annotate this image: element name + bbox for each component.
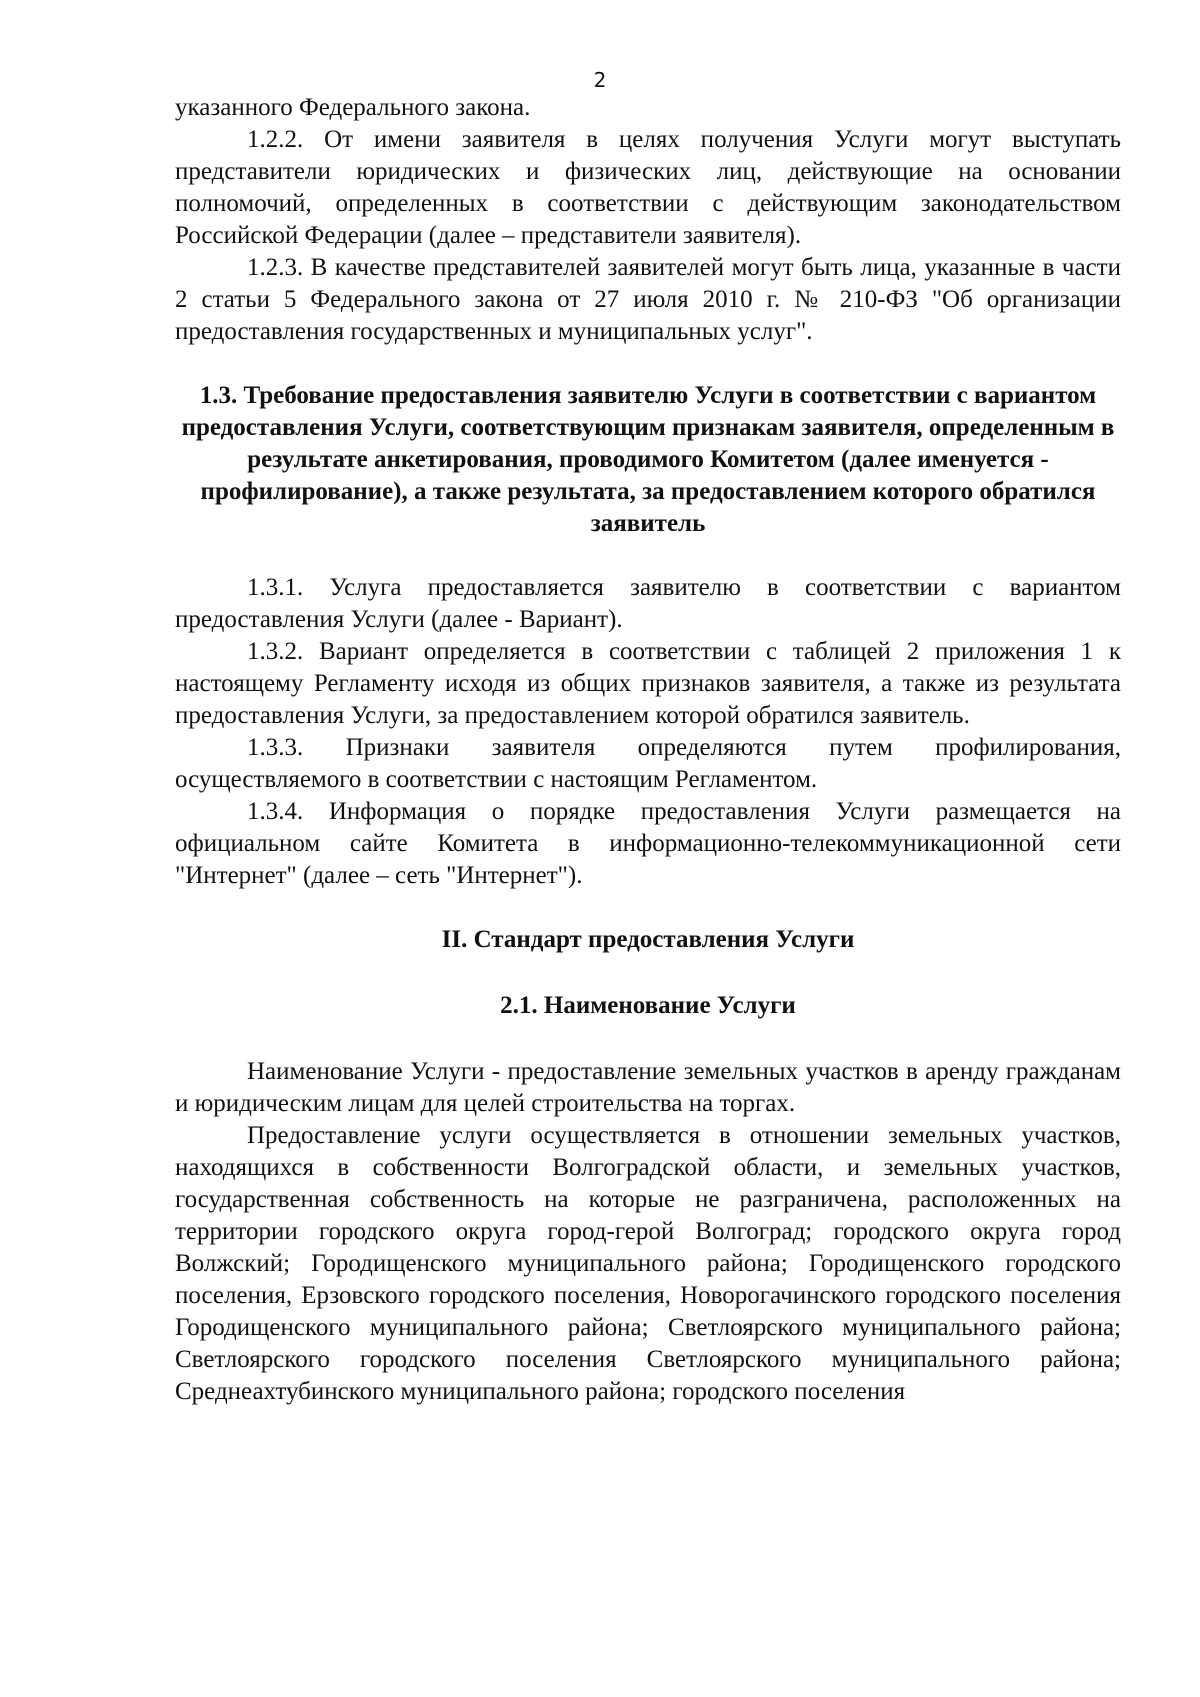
paragraph-service-name: Наименование Услуги - предоставление земельных участков в аренду гражданам и юридическим лицам для целей строительства на торгах.: [175, 1058, 1121, 1117]
section-heading-1-3: 1.3. Требование предоставления заявителю Услуги в соответствии с вариантом предоставления Услуги, соответствующим признакам заявителя, определенным в результате анкетирования, проводимого Комитетом (далее именуется - профилирование), а также результата, за предоставлением которого обратился заявитель: [181, 382, 1115, 537]
paragraph-1-3-3: 1.3.3. Признаки заявителя определяются путем профилирования, осуществляемого в соответствии с настоящим Регламентом.: [175, 734, 1121, 793]
paragraph-service-scope: Предоставление услуги осуществляется в отношении земельных участков, находящихся в собственности Волгоградской области, и земельных участков, государственная собственность на которые не разграничена, расположенных на территории городского округа город-герой Волгоград; городского округа город Волжский; Городищенского муниципального района; Городищенского городского поселения, Ерзовского городского поселения, Новорогачинского городского поселения Городищенского муниципального района; Светлоярского муниципального района; Светлоярского городского поселения Светлоярского муниципального района; Среднеахтубинского муниципального района; городского поселения: [175, 1122, 1121, 1405]
section-spacer: [175, 1022, 1121, 1056]
page-number: 2: [593, 68, 607, 92]
document-body: [175, 92, 1121, 1408]
section-spacer: [175, 892, 1121, 924]
paragraph-1-3-2: 1.3.2. Вариант определяется в соответствии с таблицей 2 приложения 1 к настоящему Регламенту исходя из общих признаков заявителя, а также из результата предоставления Услуги, за предоставлением которой обратился заявитель.: [175, 638, 1121, 729]
paragraph-1-2-2: 1.2.2. От имени заявителя в целях получения Услуги могут выступать представители юридических и физических лиц, действующие на основании полномочий, определенных в соответствии с действующим законодательством Российской Федерации (далее – представители заявителя).: [175, 126, 1121, 249]
section-spacer: [175, 956, 1121, 990]
paragraph-continuation: указанного Федерального закона.: [175, 94, 531, 121]
section-spacer: [175, 348, 1121, 380]
paragraph-1-3-1: 1.3.1. Услуга предоставляется заявителю в соответствии с вариантом предоставления Услуги (далее - Вариант).: [175, 574, 1121, 633]
section-spacer: [175, 540, 1121, 572]
paragraph-1-3-4: 1.3.4. Информация о порядке предоставления Услуги размещается на официальном сайте Комитета в информационно-телекоммуникационной сети "Интернет" (далее – сеть "Интернет").: [175, 798, 1121, 889]
paragraph-1-2-3: 1.2.3. В качестве представителей заявителей могут быть лица, указанные в части 2 статьи 5 Федерального закона от 27 июля 2010 г. № 210-ФЗ "Об организации предоставления государственных и муниципальных услуг".: [175, 254, 1121, 345]
section-heading-2-1: 2.1. Наименование Услуги: [500, 992, 796, 1019]
section-heading-ii: II. Стандарт предоставления Услуги: [441, 926, 855, 953]
